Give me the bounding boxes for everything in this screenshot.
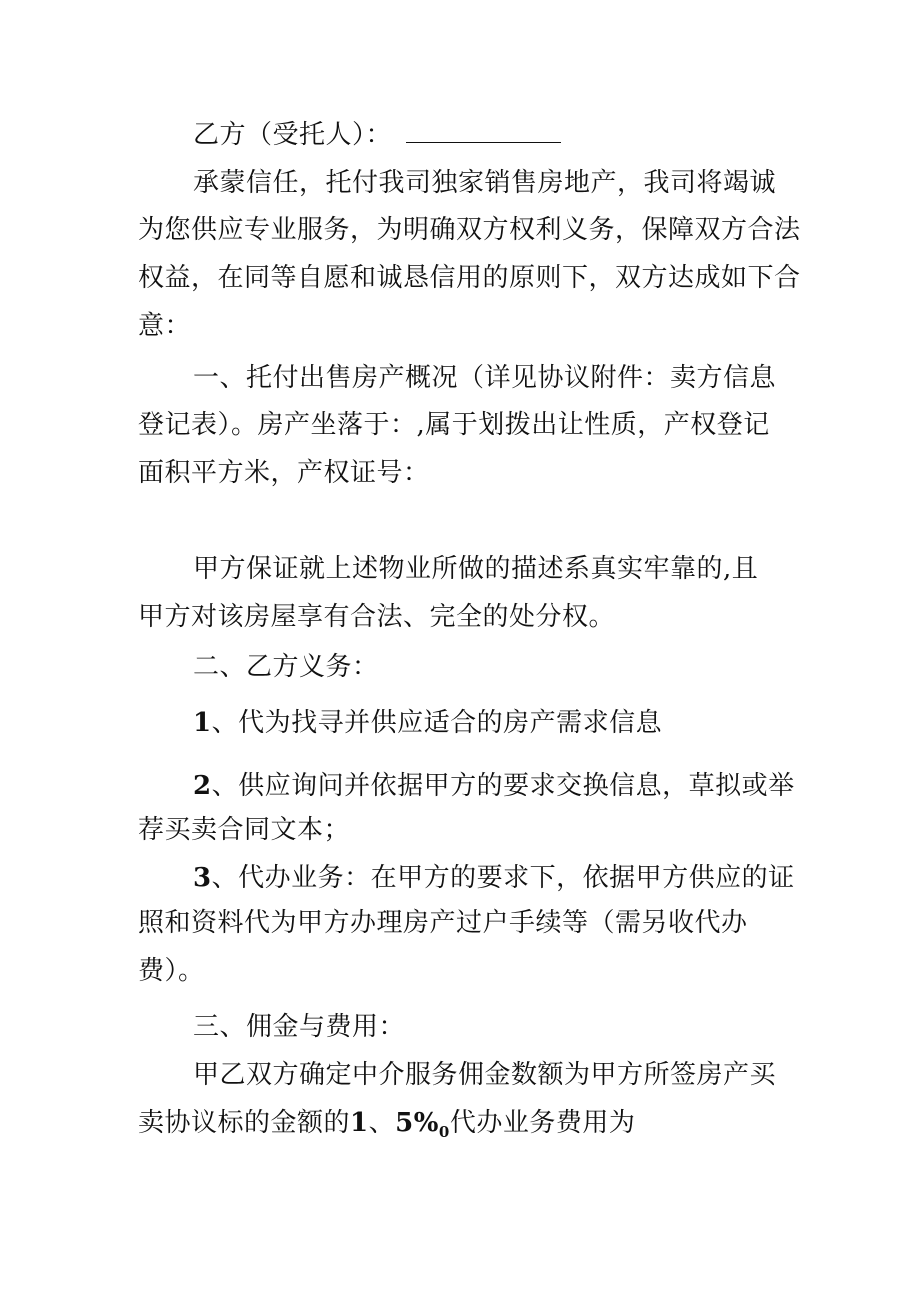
party-b-label: 乙方（受托人）：	[193, 120, 393, 150]
section2-item-3-line-2: 照和资料代为甲方办理房产过户手续等（需另收代办	[138, 908, 748, 938]
intro-line-3: 权益，在同等自愿和诚恳信用的原则下，双方达成如下合	[138, 263, 801, 293]
commission-rate-separator: 、	[368, 1108, 396, 1138]
section2-item-2	[193, 769, 795, 803]
section2-item-2-line-2: 荐买卖合同文本；	[138, 815, 351, 845]
commission-rate-subscript: 0	[438, 1123, 450, 1142]
intro-line-1: 承蒙信任，托付我司独家销售房地产，我司将竭诚	[193, 168, 777, 198]
section3-heading: 三、佣金与费用：	[193, 1012, 406, 1042]
item-1-text: 、代为找寻并供应适合的房产需求信息	[211, 708, 663, 738]
item-2-text: 、供应询问并依据甲方的要求交换信息，草拟或举	[211, 771, 795, 801]
guarantee-line-1: 甲方保证就上述物业所做的描述系真实牢靠的,且	[193, 554, 759, 584]
section1-line-2: 登记表）。房产坐落于：,属于划拨出让性质，产权登记	[138, 410, 770, 440]
commission-rate-1: 1	[350, 1108, 369, 1138]
section2-heading: 二、乙方义务：	[193, 652, 379, 682]
intro-line-2: 为您供应专业服务，为明确双方权利义务，保障双方合法	[138, 215, 801, 245]
item-3-number: 3	[193, 863, 212, 893]
commission-suffix: 代办业务费用为	[449, 1108, 636, 1138]
section1-line-1: 一、托付出售房产概况（详见协议附件：卖方信息	[193, 363, 777, 393]
commission-prefix: 卖协议标的金额的	[138, 1108, 351, 1138]
intro-line-4: 意：	[138, 311, 192, 341]
item-1-number: 1	[193, 708, 212, 738]
party-b-blank-field	[406, 120, 561, 143]
section2-item-1	[193, 706, 662, 740]
commission-rate-2: 5%	[395, 1108, 439, 1138]
party-b-line	[193, 118, 561, 152]
section3-line-2	[138, 1106, 635, 1149]
section2-item-3	[193, 861, 795, 895]
item-3-text: 、代办业务：在甲方的要求下，依据甲方供应的证	[211, 863, 795, 893]
item-2-number: 2	[193, 771, 212, 801]
section2-item-3-line-3: 费）。	[138, 956, 205, 986]
section3-line-1: 甲乙双方确定中介服务佣金数额为甲方所签房产买	[193, 1060, 777, 1090]
section1-line-3: 面积平方米，产权证号：	[138, 458, 430, 488]
guarantee-line-2: 甲方对该房屋享有合法、完全的处分权。	[138, 602, 616, 632]
